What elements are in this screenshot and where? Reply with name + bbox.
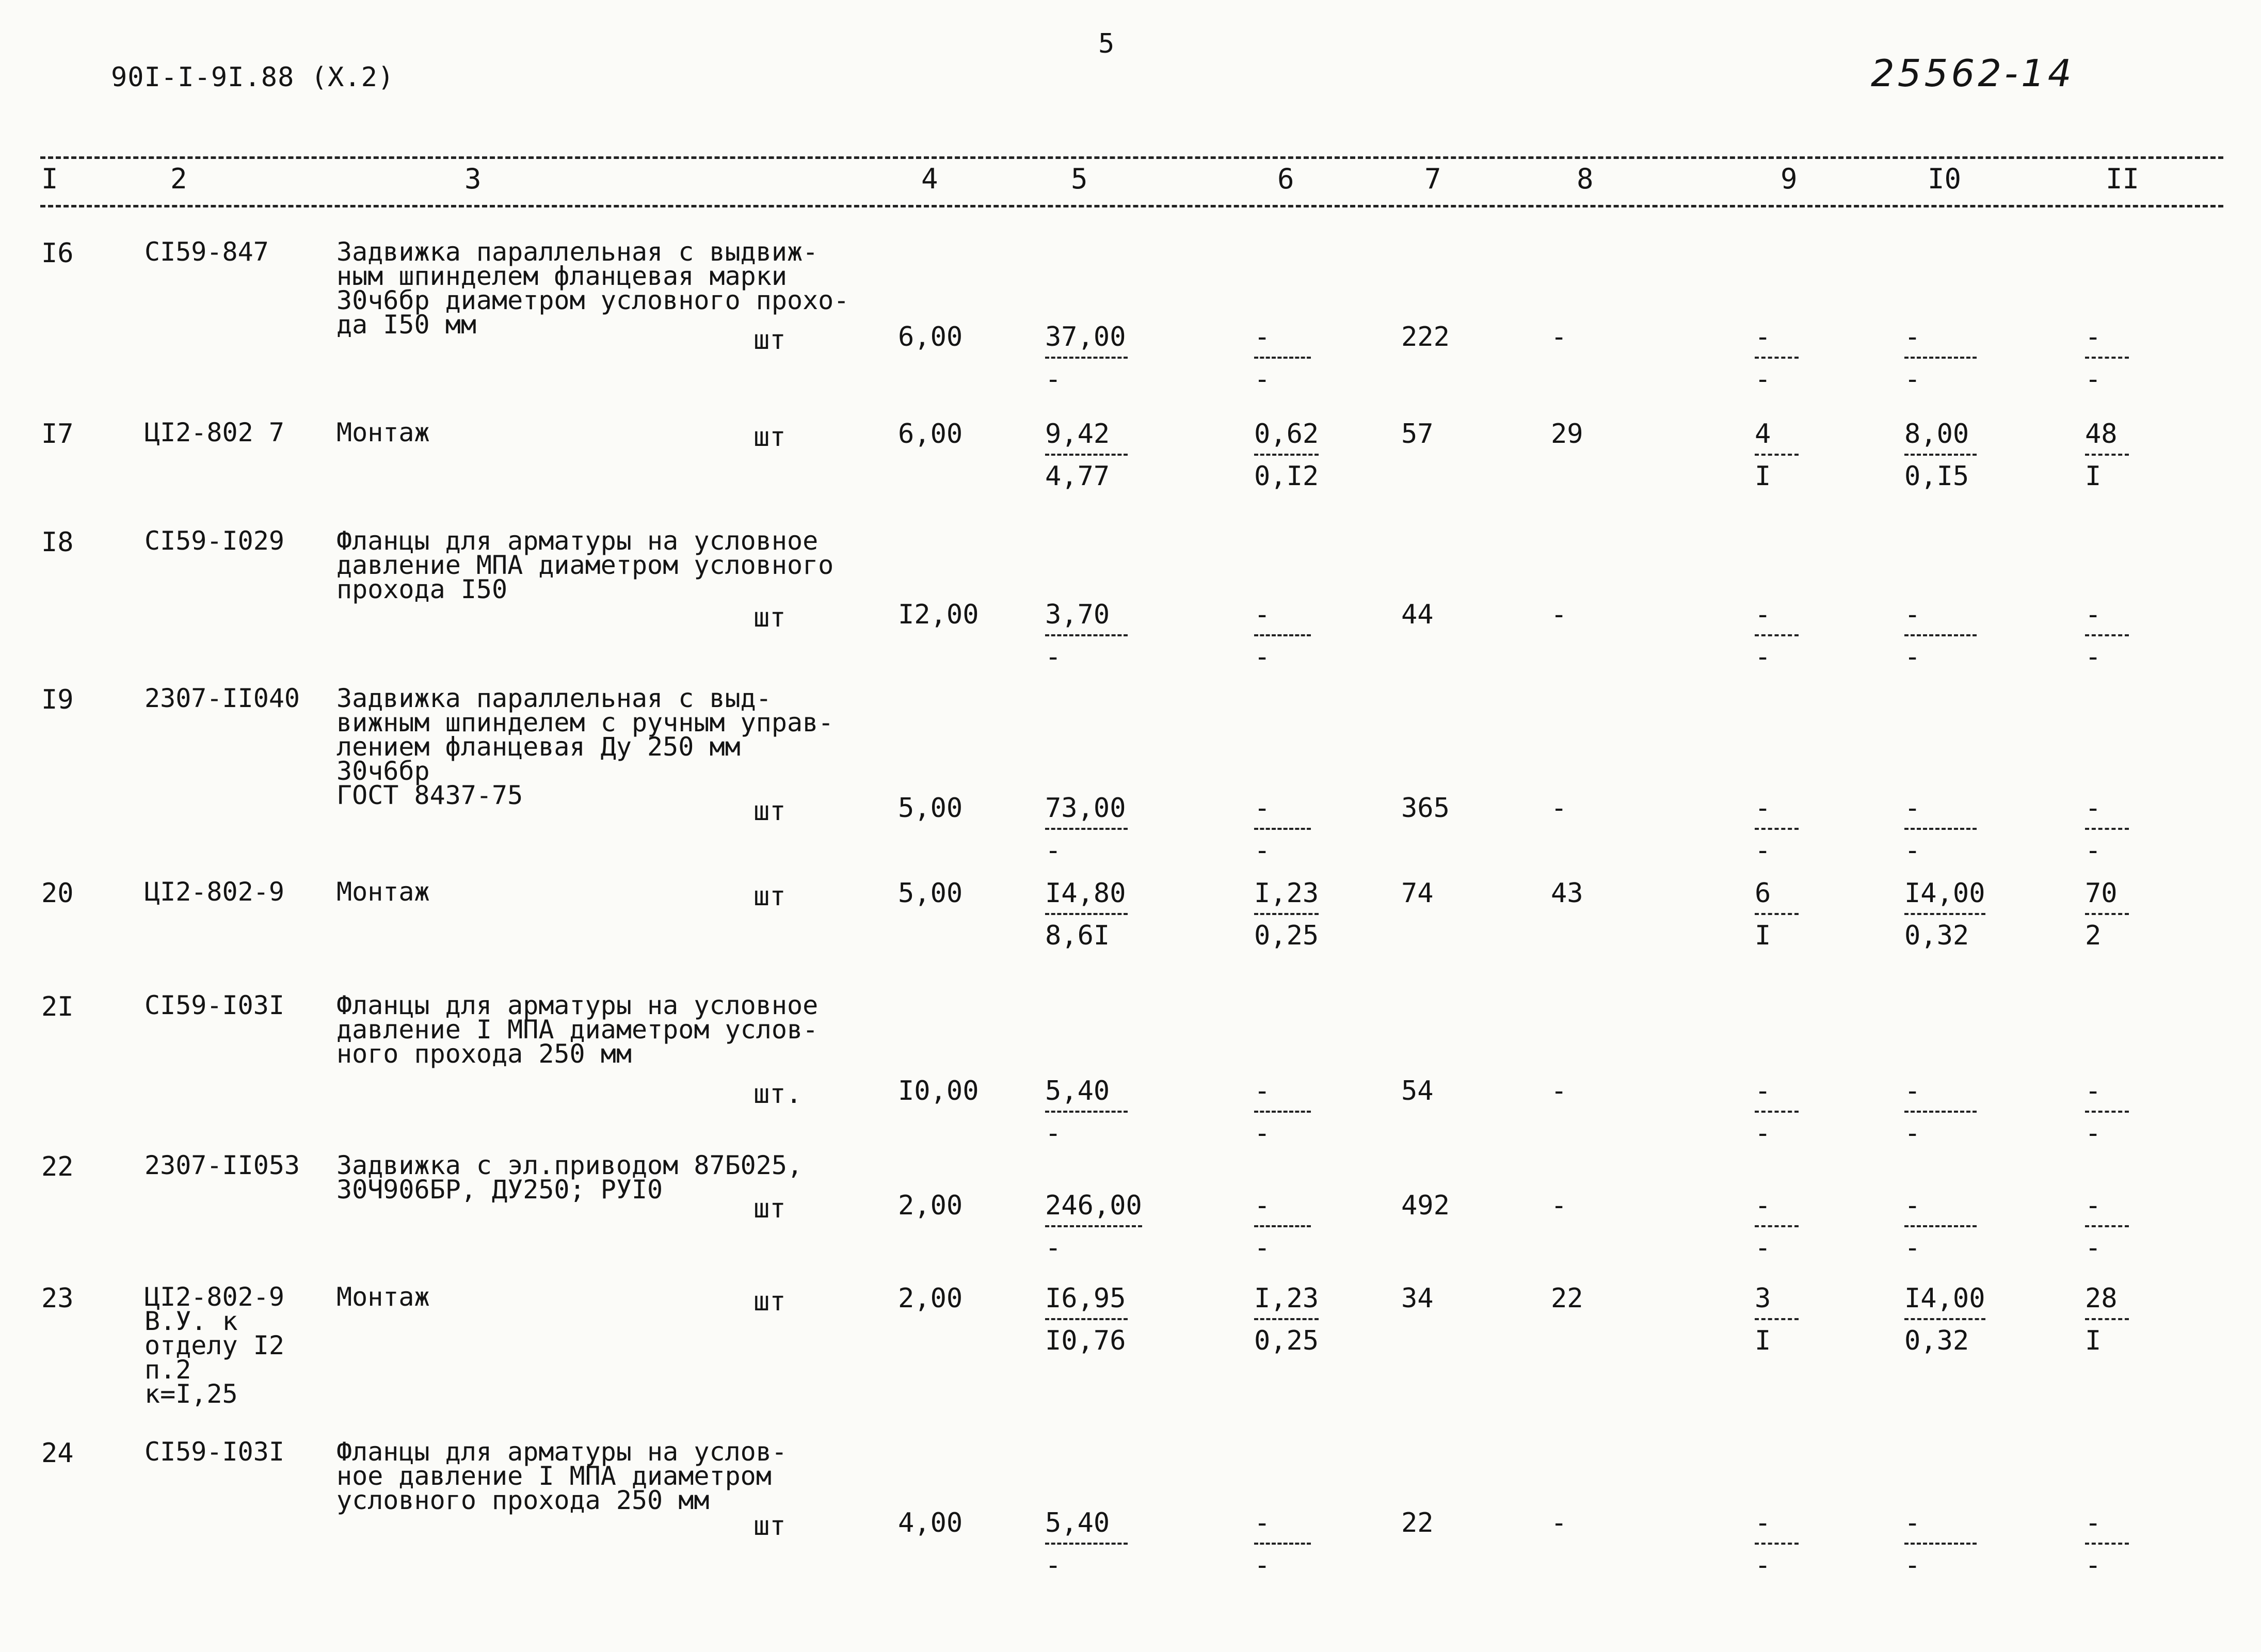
work-description: Монтаж	[336, 418, 430, 447]
machine-cost	[1254, 601, 1311, 670]
machine-total-fraction-bar	[1755, 634, 1799, 636]
machine-cost-fraction-bar	[1254, 454, 1319, 456]
labor-per-unit-numerator: -	[1904, 599, 1921, 630]
rate-code: CI59-I03I	[145, 1437, 284, 1467]
labor-per-unit-fraction-bar	[1904, 1111, 1977, 1113]
total-cost: 34	[1401, 1283, 1434, 1314]
machine-cost-fraction-bar	[1254, 1543, 1311, 1545]
labor-total-fraction-bar	[2085, 357, 2129, 359]
row-number: I6	[41, 238, 74, 269]
header-rule-bottom	[40, 205, 2223, 207]
labor-total-denominator: -	[2085, 1550, 2102, 1581]
machine-total	[1755, 1078, 1799, 1147]
wages-total: -	[1551, 322, 1567, 352]
unit-cost-numerator: I6,95	[1045, 1283, 1126, 1314]
labor-total-denominator: 2	[2085, 920, 2102, 951]
machine-cost-numerator: I,23	[1254, 878, 1319, 909]
unit-cost-fraction-bar	[1045, 1225, 1142, 1227]
work-description: Задвижка с эл.приводом 87Б025, 30Ч906БР, ДУ250; РУI0	[336, 1150, 803, 1205]
labor-total-numerator: -	[2085, 1190, 2102, 1221]
unit-cost-denominator: -	[1045, 1232, 1062, 1263]
column-number-8: 8	[1577, 163, 1594, 195]
machine-total-numerator: 6	[1755, 878, 1771, 909]
labor-total-fraction-bar	[2085, 1543, 2129, 1545]
unit-cost-numerator: 73,00	[1045, 793, 1126, 824]
machine-total	[1755, 421, 1799, 490]
unit-of-measure: шт.	[753, 1079, 802, 1110]
rate-code: ЦI2-802 7	[145, 418, 284, 447]
unit-cost-fraction-bar	[1045, 1111, 1128, 1113]
unit-cost	[1045, 1078, 1128, 1147]
labor-total	[2085, 421, 2129, 490]
labor-per-unit-denominator: -	[1904, 1118, 1921, 1149]
unit-of-measure: шт	[753, 602, 786, 633]
labor-per-unit-numerator: -	[1904, 793, 1921, 824]
labor-total-fraction-bar	[2085, 1111, 2129, 1113]
quantity: 2,00	[898, 1190, 963, 1221]
labor-total-denominator: I	[2085, 461, 2102, 492]
document-code: 90I-I-9I.88 (X.2)	[111, 62, 395, 93]
machine-total-numerator: 3	[1755, 1283, 1771, 1314]
unit-cost-denominator: 4,77	[1045, 461, 1110, 492]
machine-total-denominator: -	[1755, 641, 1771, 672]
labor-total-fraction-bar	[2085, 1318, 2129, 1320]
column-number-5: 5	[1071, 163, 1088, 195]
labor-per-unit-denominator: -	[1904, 835, 1921, 866]
work-description: Фланцы для арматуры на услов- ное давление I МПА диаметром условного прохода 250 мм	[336, 1437, 787, 1515]
machine-total	[1755, 601, 1799, 670]
wages-total: -	[1551, 1507, 1567, 1538]
machine-total	[1755, 1507, 1799, 1581]
total-cost: 22	[1401, 1507, 1434, 1538]
quantity: 4,00	[898, 1507, 963, 1538]
total-cost: 492	[1401, 1190, 1450, 1221]
unit-cost-numerator: I4,80	[1045, 878, 1126, 909]
labor-per-unit-denominator: 0,I5	[1904, 461, 1969, 492]
column-number-1: I	[41, 163, 58, 195]
machine-cost-denominator: -	[1254, 1550, 1271, 1581]
machine-cost-fraction-bar	[1254, 634, 1311, 636]
unit-of-measure: шт	[753, 325, 786, 356]
machine-total-numerator: -	[1755, 1190, 1771, 1221]
machine-cost-denominator: -	[1254, 1118, 1271, 1149]
machine-cost-fraction-bar	[1254, 1318, 1319, 1320]
labor-total	[2085, 880, 2129, 949]
machine-total-denominator: -	[1755, 835, 1771, 866]
unit-cost-numerator: 37,00	[1045, 322, 1126, 352]
unit-of-measure: шт	[753, 796, 786, 827]
machine-total-denominator: I	[1755, 920, 1771, 951]
unit-cost	[1045, 421, 1128, 490]
unit-of-measure: шт	[753, 1286, 786, 1317]
machine-total-denominator: I	[1755, 1325, 1771, 1356]
machine-cost-denominator: 0,I2	[1254, 461, 1319, 492]
unit-cost-fraction-bar	[1045, 454, 1128, 456]
rate-code: 2307-II053	[145, 1150, 300, 1180]
labor-per-unit-denominator: -	[1904, 364, 1921, 395]
labor-per-unit	[1904, 1285, 1985, 1354]
column-number-3: 3	[464, 163, 482, 195]
machine-total-numerator: 4	[1755, 419, 1771, 450]
labor-total-numerator: 48	[2085, 419, 2118, 450]
labor-total	[2085, 1285, 2129, 1354]
labor-total-fraction-bar	[2085, 828, 2129, 830]
machine-total-fraction-bar	[1755, 828, 1799, 830]
labor-total	[2085, 795, 2129, 864]
wages-total: 22	[1551, 1283, 1583, 1314]
unit-cost	[1045, 1285, 1128, 1354]
machine-cost	[1254, 1192, 1311, 1261]
total-cost: 365	[1401, 793, 1450, 824]
unit-cost-denominator: I0,76	[1045, 1325, 1126, 1356]
unit-cost-denominator: -	[1045, 835, 1062, 866]
row-number: 22	[41, 1151, 74, 1182]
unit-cost	[1045, 601, 1128, 670]
unit-cost-denominator: -	[1045, 1550, 1062, 1581]
labor-per-unit-fraction-bar	[1904, 828, 1977, 830]
column-number-10: I0	[1928, 163, 1962, 195]
machine-cost-denominator: -	[1254, 641, 1271, 672]
machine-total-fraction-bar	[1755, 913, 1799, 915]
machine-total-numerator: -	[1755, 1507, 1771, 1538]
quantity: I2,00	[898, 599, 979, 630]
total-cost: 57	[1401, 419, 1434, 450]
unit-cost-fraction-bar	[1045, 913, 1128, 915]
machine-total-denominator: I	[1755, 461, 1771, 492]
machine-cost-fraction-bar	[1254, 913, 1319, 915]
machine-total-denominator: -	[1755, 1118, 1771, 1149]
labor-per-unit-fraction-bar	[1904, 1225, 1977, 1227]
machine-total-numerator: -	[1755, 599, 1771, 630]
unit-of-measure: шт	[753, 1511, 786, 1542]
rate-code: CI59-847	[145, 237, 269, 267]
wages-total: -	[1551, 1190, 1567, 1221]
rate-code: 2307-II040	[145, 683, 300, 713]
total-cost: 74	[1401, 878, 1434, 909]
labor-total-fraction-bar	[2085, 913, 2129, 915]
labor-total-fraction-bar	[2085, 454, 2129, 456]
machine-total-fraction-bar	[1755, 1225, 1799, 1227]
labor-total-denominator: -	[2085, 1118, 2102, 1149]
unit-cost	[1045, 795, 1128, 864]
header-rule-top	[40, 156, 2223, 159]
machine-total-fraction-bar	[1755, 454, 1799, 456]
total-cost: 54	[1401, 1076, 1434, 1106]
quantity: 6,00	[898, 322, 963, 352]
machine-total	[1755, 324, 1799, 393]
machine-total	[1755, 795, 1799, 864]
labor-total-fraction-bar	[2085, 1225, 2129, 1227]
labor-per-unit	[1904, 880, 1985, 949]
machine-cost	[1254, 1078, 1311, 1147]
machine-cost-numerator: -	[1254, 322, 1271, 352]
column-number-7: 7	[1424, 163, 1441, 195]
labor-total	[2085, 1078, 2129, 1147]
machine-cost-numerator: 0,62	[1254, 419, 1319, 450]
labor-per-unit-denominator: -	[1904, 1550, 1921, 1581]
unit-cost-denominator: -	[1045, 364, 1062, 395]
labor-per-unit-fraction-bar	[1904, 357, 1977, 359]
labor-per-unit-denominator: -	[1904, 641, 1921, 672]
labor-per-unit-fraction-bar	[1904, 913, 1985, 915]
labor-total-numerator: -	[2085, 1076, 2102, 1106]
column-number-11: II	[2106, 163, 2140, 195]
machine-cost-denominator: -	[1254, 835, 1271, 866]
machine-total-fraction-bar	[1755, 1543, 1799, 1545]
sheet-code: 25562-14	[1871, 52, 2075, 95]
labor-per-unit-fraction-bar	[1904, 454, 1977, 456]
total-cost: 44	[1401, 599, 1434, 630]
labor-per-unit	[1904, 1078, 1977, 1147]
row-number: I7	[41, 419, 74, 450]
labor-per-unit	[1904, 795, 1977, 864]
labor-per-unit-fraction-bar	[1904, 634, 1977, 636]
labor-per-unit	[1904, 601, 1977, 670]
labor-total	[2085, 1192, 2129, 1261]
machine-cost	[1254, 880, 1319, 949]
labor-total-numerator: -	[2085, 322, 2102, 352]
machine-cost	[1254, 795, 1311, 864]
labor-total-denominator: -	[2085, 364, 2102, 395]
machine-cost-numerator: I,23	[1254, 1283, 1319, 1314]
unit-cost-numerator: 9,42	[1045, 419, 1110, 450]
labor-per-unit-numerator: -	[1904, 322, 1921, 352]
machine-total-denominator: -	[1755, 1232, 1771, 1263]
row-number: 23	[41, 1283, 74, 1314]
labor-total-numerator: -	[2085, 1507, 2102, 1538]
machine-cost-numerator: -	[1254, 1507, 1271, 1538]
machine-total-denominator: -	[1755, 1550, 1771, 1581]
rate-code: CI59-I029	[145, 526, 284, 556]
machine-total-numerator: -	[1755, 793, 1771, 824]
labor-per-unit-numerator: -	[1904, 1190, 1921, 1221]
machine-cost-denominator: 0,25	[1254, 920, 1319, 951]
machine-cost-numerator: -	[1254, 1190, 1271, 1221]
unit-cost	[1045, 880, 1128, 949]
wages-total: -	[1551, 599, 1567, 630]
unit-cost	[1045, 1507, 1128, 1581]
column-number-4: 4	[921, 163, 938, 195]
wages-total: 43	[1551, 878, 1583, 909]
machine-cost-numerator: -	[1254, 599, 1271, 630]
unit-cost-denominator: -	[1045, 641, 1062, 672]
quantity: 5,00	[898, 793, 963, 824]
labor-total-denominator: -	[2085, 835, 2102, 866]
unit-of-measure: шт	[753, 881, 786, 912]
work-description: Монтаж	[336, 877, 430, 907]
machine-total-denominator: -	[1755, 364, 1771, 395]
row-number: 20	[41, 878, 74, 909]
labor-total	[2085, 1507, 2129, 1581]
machine-total-fraction-bar	[1755, 1111, 1799, 1113]
unit-cost-numerator: 3,70	[1045, 599, 1110, 630]
unit-cost	[1045, 324, 1128, 393]
labor-per-unit-denominator: 0,32	[1904, 1325, 1969, 1356]
row-number: 24	[41, 1438, 74, 1469]
unit-cost-fraction-bar	[1045, 357, 1128, 359]
labor-per-unit	[1904, 421, 1977, 490]
page-number: 5	[1098, 28, 1115, 59]
labor-total-denominator: -	[2085, 641, 2102, 672]
unit-cost-denominator: 8,6I	[1045, 920, 1110, 951]
labor-per-unit-numerator: 8,00	[1904, 419, 1969, 450]
rate-code: ЦI2-802-9	[145, 877, 284, 907]
machine-total-numerator: -	[1755, 322, 1771, 352]
labor-total-numerator: 28	[2085, 1283, 2118, 1314]
labor-total	[2085, 324, 2129, 393]
labor-total-denominator: I	[2085, 1325, 2102, 1356]
machine-total-numerator: -	[1755, 1076, 1771, 1106]
column-number-6: 6	[1277, 163, 1294, 195]
rate-code: ЦI2-802-9 В.У. к отделу I2 п.2 к=I,25	[145, 1282, 284, 1409]
labor-per-unit	[1904, 1507, 1977, 1581]
labor-per-unit-denominator: -	[1904, 1232, 1921, 1263]
quantity: 6,00	[898, 419, 963, 450]
wages-total: -	[1551, 1076, 1567, 1106]
labor-per-unit-numerator: -	[1904, 1076, 1921, 1106]
labor-per-unit-fraction-bar	[1904, 1543, 1977, 1545]
machine-total	[1755, 1192, 1799, 1261]
unit-cost	[1045, 1192, 1142, 1261]
total-cost: 222	[1401, 322, 1450, 352]
work-description: Задвижка параллельная с выдвиж- ным шпинделем фланцевая марки 30ч6бр диаметром условного прохо- да I50 мм	[336, 237, 849, 340]
column-number-2: 2	[170, 163, 187, 195]
quantity: 5,00	[898, 878, 963, 909]
machine-total-fraction-bar	[1755, 357, 1799, 359]
labor-per-unit-numerator: -	[1904, 1507, 1921, 1538]
work-description: Фланцы для арматуры на условное давление I МПА диаметром услов- ного прохода 250 мм	[336, 990, 819, 1069]
wages-total: -	[1551, 793, 1567, 824]
machine-total	[1755, 1285, 1799, 1354]
work-description: Монтаж	[336, 1282, 430, 1312]
row-number: 2I	[41, 991, 74, 1022]
labor-total	[2085, 601, 2129, 670]
labor-total-numerator: 70	[2085, 878, 2118, 909]
machine-cost-fraction-bar	[1254, 1225, 1311, 1227]
machine-cost-fraction-bar	[1254, 1111, 1311, 1113]
unit-cost-fraction-bar	[1045, 828, 1128, 830]
machine-cost	[1254, 1285, 1319, 1354]
labor-total-numerator: -	[2085, 599, 2102, 630]
machine-cost-numerator: -	[1254, 793, 1271, 824]
labor-per-unit-numerator: I4,00	[1904, 878, 1985, 909]
labor-per-unit-numerator: I4,00	[1904, 1283, 1985, 1314]
column-number-9: 9	[1781, 163, 1798, 195]
labor-total-numerator: -	[2085, 793, 2102, 824]
machine-total	[1755, 880, 1799, 949]
unit-of-measure: шт	[753, 1193, 786, 1224]
labor-per-unit	[1904, 324, 1977, 393]
unit-of-measure: шт	[753, 422, 786, 453]
unit-cost-fraction-bar	[1045, 1543, 1128, 1545]
unit-cost-numerator: 246,00	[1045, 1190, 1142, 1221]
labor-per-unit-denominator: 0,32	[1904, 920, 1969, 951]
row-number: I9	[41, 684, 74, 715]
machine-cost	[1254, 1507, 1311, 1581]
row-number: I8	[41, 527, 74, 558]
rate-code: CI59-I03I	[145, 990, 284, 1020]
machine-cost-fraction-bar	[1254, 828, 1311, 830]
labor-total-denominator: -	[2085, 1232, 2102, 1263]
machine-cost-numerator: -	[1254, 1076, 1271, 1106]
labor-total-fraction-bar	[2085, 634, 2129, 636]
machine-cost-denominator: 0,25	[1254, 1325, 1319, 1356]
labor-per-unit-fraction-bar	[1904, 1318, 1985, 1320]
machine-cost-fraction-bar	[1254, 357, 1311, 359]
wages-total: 29	[1551, 419, 1583, 450]
machine-cost	[1254, 324, 1311, 393]
unit-cost-fraction-bar	[1045, 634, 1128, 636]
machine-total-fraction-bar	[1755, 1318, 1799, 1320]
unit-cost-numerator: 5,40	[1045, 1507, 1110, 1538]
quantity: 2,00	[898, 1283, 963, 1314]
machine-cost	[1254, 421, 1319, 490]
work-description: Задвижка параллельная с выд- вижным шпинделем с ручным управ- лением фланцевая Ду 250 мм 30ч6бр ГОСТ 8437-75	[336, 683, 834, 810]
quantity: I0,00	[898, 1076, 979, 1106]
unit-cost-numerator: 5,40	[1045, 1076, 1110, 1106]
machine-cost-denominator: -	[1254, 1232, 1271, 1263]
machine-cost-denominator: -	[1254, 364, 1271, 395]
unit-cost-denominator: -	[1045, 1118, 1062, 1149]
labor-per-unit	[1904, 1192, 1977, 1261]
work-description: Фланцы для арматуры на условное давление МПА диаметром условного прохода I50	[336, 526, 834, 604]
unit-cost-fraction-bar	[1045, 1318, 1128, 1320]
